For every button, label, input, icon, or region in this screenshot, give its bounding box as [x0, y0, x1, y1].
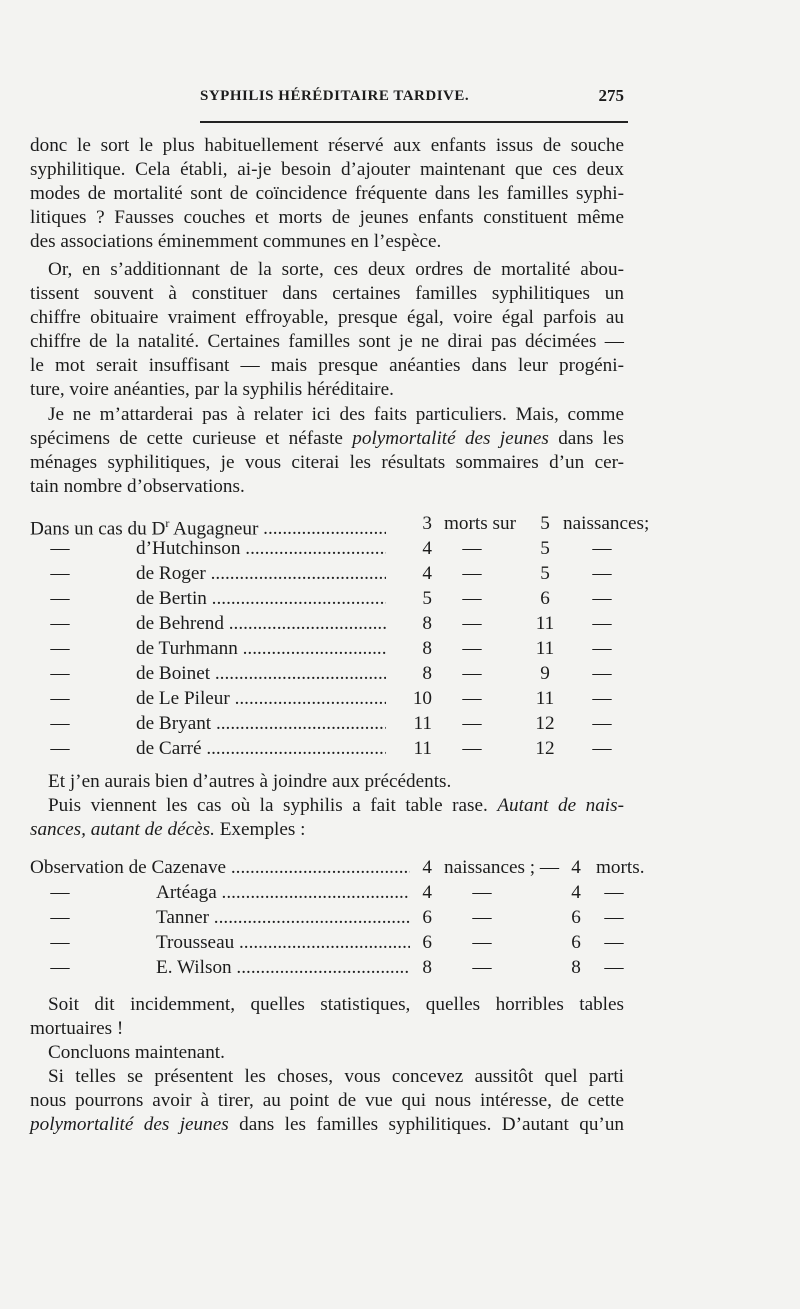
dash-mark: —: [592, 588, 612, 609]
text-line: Et j’en aurais bien d’autres à joindre aux précédents.: [48, 771, 452, 792]
text-line: Concluons maintenant.: [48, 1042, 225, 1063]
dash-mark: —: [462, 713, 482, 734]
text-line: polymortalité des jeunes dans les familles syphilitiques. D’autant qu’un: [30, 1114, 625, 1135]
col-label: morts sur: [444, 513, 516, 534]
table-row: [30, 661, 626, 686]
deaths-count: 6: [571, 932, 581, 953]
table-row: [30, 511, 650, 540]
case-name: de Turhmann .....: [136, 636, 386, 661]
dash-mark: —: [592, 563, 612, 584]
dash-mark: —: [472, 932, 492, 953]
text-line: chiffre de la natalité. Certaines familles sont je ne dirai pas décimées —: [30, 331, 624, 352]
case-name: Tanner .....: [156, 905, 410, 930]
dash-mark: —: [604, 932, 624, 953]
deaths-count: 8: [422, 613, 432, 634]
births-count: 6: [540, 588, 550, 609]
table-row: [30, 855, 645, 880]
table-row: [30, 586, 626, 611]
dash-mark: —: [462, 613, 482, 634]
text-line: litiques ? Fausses couches et morts de jeunes enfants constituent même: [30, 207, 624, 228]
table-row: [30, 955, 626, 980]
text-line: sances, autant de décès. Exemples :: [30, 819, 306, 840]
col-label: naissances ; —: [444, 857, 560, 878]
case-name: de Le Pileur .....: [136, 686, 386, 711]
col-label: naissances;: [563, 513, 650, 534]
dash-mark: —: [472, 907, 492, 928]
births-count: 6: [422, 932, 432, 953]
table-row: [30, 736, 626, 761]
text-line: Si telles se présentent les choses, vous concevez aussitôt quel parti: [48, 1066, 624, 1087]
deaths-count: 11: [413, 738, 432, 759]
text-line: Soit dit incidemment, quelles statistiques, quelles horribles tables: [48, 994, 624, 1015]
births-count: 4: [422, 882, 432, 903]
case-name: de Bryant .....: [136, 711, 386, 736]
text-line: tain nombre d’observations.: [30, 476, 245, 497]
text-line: des associations éminemment communes en l’espèce.: [30, 231, 442, 252]
dash-mark: —: [462, 563, 482, 584]
text-line: spécimens de cette curieuse et néfaste polymortalité des jeunes dans les: [30, 428, 624, 449]
deaths-count: 8: [422, 638, 432, 659]
deaths-count: 10: [412, 688, 432, 709]
case-label: Dans un cas du $D^r$ Augagneur .....: [30, 511, 386, 541]
dash-mark: —: [592, 613, 612, 634]
text-line: donc le sort le plus habituellement réservé aux enfants issus de souche: [30, 135, 624, 156]
dash-mark: —: [592, 738, 612, 759]
text-line: mortuaires !: [30, 1018, 124, 1039]
births-count: 5: [540, 513, 550, 534]
table-row: [30, 880, 626, 905]
dash-mark: —: [50, 882, 70, 903]
dash-mark: —: [50, 957, 70, 978]
table-row: [30, 711, 626, 736]
dash-mark: —: [592, 538, 612, 559]
dash-mark: —: [50, 588, 70, 609]
text-line: ménages syphilitiques, je vous citerai les résultats sommaires d’un cer-: [30, 452, 624, 473]
dash-mark: —: [50, 688, 70, 709]
text-line: tissent souvent à constituer dans certaines familles syphilitiques un: [30, 283, 624, 304]
dash-mark: —: [472, 882, 492, 903]
dash-mark: —: [462, 588, 482, 609]
table-row: [30, 636, 626, 661]
paragraph-3: [30, 403, 624, 499]
deaths-count: 11: [413, 713, 432, 734]
births-count: 5: [540, 538, 550, 559]
births-count: 11: [535, 638, 555, 659]
births-count: 9: [540, 663, 550, 684]
table-row: [30, 611, 626, 636]
mortality-table: [30, 511, 650, 761]
deaths-count: 4: [571, 857, 581, 878]
deaths-count: 4: [422, 538, 432, 559]
births-count: 4: [422, 857, 432, 878]
text-line: nous pourrons avoir à tirer, au point de vue qui nous intéresse, de cette: [30, 1090, 624, 1111]
births-count: 12: [535, 713, 555, 734]
table-row: [30, 905, 626, 930]
text-line: Je ne m’attarderai pas à relater ici des faits particuliers. Mais, comme: [48, 404, 624, 425]
case-name: de Carré .....: [136, 736, 386, 761]
case-label: Observation de Cazenave .....: [30, 855, 410, 880]
dash-mark: —: [604, 882, 624, 903]
dash-mark: —: [592, 713, 612, 734]
running-title: SYPHILIS HÉRÉDITAIRE TARDIVE.: [200, 88, 470, 104]
col-label: morts.: [596, 857, 645, 878]
paragraph-4: [30, 770, 624, 842]
dash-mark: —: [50, 907, 70, 928]
case-name: Artéaga .....: [156, 880, 410, 905]
page-number: 275: [598, 86, 624, 105]
text-line: Or, en s’additionnant de la sorte, ces deux ordres de mortalité abou-: [48, 259, 624, 280]
case-name: Trousseau .....: [156, 930, 410, 955]
dash-mark: —: [50, 638, 70, 659]
header-rule: [200, 121, 628, 123]
text-line: syphilitique. Cela établi, ai-je besoin d’ajouter maintenant que ces deux: [30, 159, 624, 180]
deaths-count: 3: [422, 513, 432, 534]
table-row: [30, 930, 626, 955]
table-row: [30, 561, 626, 586]
deaths-count: 4: [571, 882, 581, 903]
text-line: ture, voire anéanties, par la syphilis héréditaire.: [30, 379, 394, 400]
dash-mark: —: [592, 638, 612, 659]
cases-table: [30, 855, 645, 980]
dash-mark: —: [604, 907, 624, 928]
births-count: 6: [422, 907, 432, 928]
deaths-count: 8: [422, 663, 432, 684]
italic-phrase: polymortalité des jeunes: [30, 1114, 229, 1135]
dash-mark: —: [462, 663, 482, 684]
paragraph-2: [30, 258, 624, 402]
deaths-count: 6: [571, 907, 581, 928]
deaths-count: 5: [422, 588, 432, 609]
dash-mark: —: [50, 713, 70, 734]
births-count: 11: [535, 613, 555, 634]
paragraph-1: [30, 134, 624, 254]
table-row: [30, 536, 626, 561]
italic-phrase: sances, autant de décès.: [30, 819, 215, 840]
dash-mark: —: [50, 932, 70, 953]
text-line: chiffre obituaire vraiment effroyable, presque égal, voire égal parfois au: [30, 307, 624, 328]
dash-mark: —: [462, 638, 482, 659]
text-line: modes de mortalité sont de coïncidence fréquente dans les familles syphi-: [30, 183, 624, 204]
table-row: [30, 686, 626, 711]
text-line: le mot serait insuffisant — mais presque anéanties dans leur progéni-: [30, 355, 624, 376]
births-count: 8: [422, 957, 432, 978]
case-name: de Bertin .....: [136, 586, 386, 611]
case-name: d’Hutchinson .....: [136, 536, 386, 561]
italic-phrase: polymortalité des jeunes: [352, 428, 549, 449]
case-name: de Roger .....: [136, 561, 386, 586]
case-name: de Boinet .....: [136, 661, 386, 686]
dash-mark: —: [592, 688, 612, 709]
dash-mark: —: [462, 538, 482, 559]
dash-mark: —: [472, 957, 492, 978]
births-count: 12: [535, 738, 555, 759]
dash-mark: —: [50, 538, 70, 559]
dash-mark: —: [592, 663, 612, 684]
dash-mark: —: [462, 688, 482, 709]
dash-mark: —: [50, 613, 70, 634]
births-count: 5: [540, 563, 550, 584]
dash-mark: —: [50, 563, 70, 584]
dash-mark: —: [50, 663, 70, 684]
case-name: de Behrend .....: [136, 611, 386, 636]
deaths-count: 4: [422, 563, 432, 584]
case-name: E. Wilson .....: [156, 955, 410, 980]
text-line: Puis viennent les cas où la syphilis a fait table rase. Autant de nais-: [48, 795, 624, 816]
births-count: 11: [535, 688, 555, 709]
paragraph-6: [30, 993, 624, 1137]
italic-phrase: Autant de nais-: [497, 795, 624, 816]
dash-mark: —: [462, 738, 482, 759]
dash-mark: —: [50, 738, 70, 759]
deaths-count: 8: [571, 957, 581, 978]
dash-mark: —: [604, 957, 624, 978]
